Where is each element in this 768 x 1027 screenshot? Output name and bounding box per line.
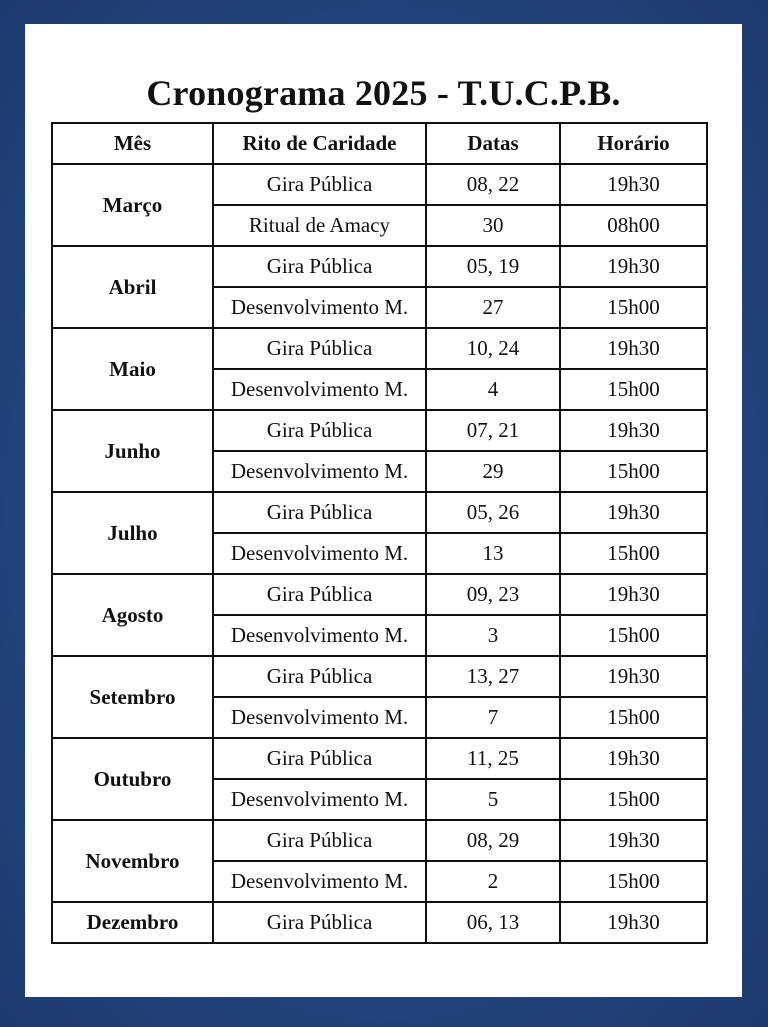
month-cell: Agosto — [52, 574, 213, 656]
rito-cell: Gira Pública — [213, 492, 426, 533]
month-cell: Dezembro — [52, 902, 213, 943]
datas-cell: 7 — [426, 697, 560, 738]
horario-cell: 19h30 — [560, 164, 707, 205]
rito-cell: Gira Pública — [213, 656, 426, 697]
rito-cell: Desenvolvimento M. — [213, 533, 426, 574]
horario-cell: 15h00 — [560, 615, 707, 656]
month-cell: Março — [52, 164, 213, 246]
datas-cell: 4 — [426, 369, 560, 410]
rito-cell: Gira Pública — [213, 164, 426, 205]
datas-cell: 2 — [426, 861, 560, 902]
rito-cell: Desenvolvimento M. — [213, 779, 426, 820]
month-cell: Junho — [52, 410, 213, 492]
schedule-body — [52, 164, 707, 943]
rito-cell: Gira Pública — [213, 246, 426, 287]
datas-cell: 05, 26 — [426, 492, 560, 533]
header-mes: Mês — [52, 123, 213, 164]
schedule-card — [25, 24, 742, 997]
rito-cell: Desenvolvimento M. — [213, 287, 426, 328]
horario-cell: 19h30 — [560, 820, 707, 861]
horario-cell: 15h00 — [560, 697, 707, 738]
table-row — [52, 328, 707, 369]
horario-cell: 19h30 — [560, 738, 707, 779]
datas-cell: 10, 24 — [426, 328, 560, 369]
horario-cell: 15h00 — [560, 287, 707, 328]
horario-cell: 19h30 — [560, 492, 707, 533]
horario-cell: 08h00 — [560, 205, 707, 246]
table-row — [52, 492, 707, 533]
header-rito: Rito de Caridade — [213, 123, 426, 164]
horario-cell: 15h00 — [560, 861, 707, 902]
datas-cell: 09, 23 — [426, 574, 560, 615]
datas-cell: 27 — [426, 287, 560, 328]
table-row — [52, 410, 707, 451]
header-horario: Horário — [560, 123, 707, 164]
table-row — [52, 902, 707, 943]
datas-cell: 05, 19 — [426, 246, 560, 287]
horario-cell: 19h30 — [560, 656, 707, 697]
rito-cell: Desenvolvimento M. — [213, 615, 426, 656]
month-cell: Abril — [52, 246, 213, 328]
horario-cell: 15h00 — [560, 533, 707, 574]
rito-cell: Gira Pública — [213, 328, 426, 369]
horario-cell: 19h30 — [560, 328, 707, 369]
horario-cell: 15h00 — [560, 451, 707, 492]
datas-cell: 5 — [426, 779, 560, 820]
table-row — [52, 246, 707, 287]
datas-cell: 08, 29 — [426, 820, 560, 861]
rito-cell: Ritual de Amacy — [213, 205, 426, 246]
rito-cell: Gira Pública — [213, 902, 426, 943]
datas-cell: 11, 25 — [426, 738, 560, 779]
datas-cell: 30 — [426, 205, 560, 246]
rito-cell: Gira Pública — [213, 820, 426, 861]
rito-cell: Gira Pública — [213, 410, 426, 451]
datas-cell: 29 — [426, 451, 560, 492]
table-row — [52, 574, 707, 615]
rito-cell: Gira Pública — [213, 738, 426, 779]
horario-cell: 19h30 — [560, 410, 707, 451]
horario-cell: 19h30 — [560, 574, 707, 615]
rito-cell: Desenvolvimento M. — [213, 369, 426, 410]
month-cell: Julho — [52, 492, 213, 574]
rito-cell: Desenvolvimento M. — [213, 697, 426, 738]
table-row — [52, 164, 707, 205]
rito-cell: Desenvolvimento M. — [213, 861, 426, 902]
month-cell: Outubro — [52, 738, 213, 820]
month-cell: Maio — [52, 328, 213, 410]
horario-cell: 19h30 — [560, 246, 707, 287]
datas-cell: 13, 27 — [426, 656, 560, 697]
table-row — [52, 820, 707, 861]
page-title: Cronograma 2025 - T.U.C.P.B. — [146, 73, 621, 113]
table-row — [52, 738, 707, 779]
datas-cell: 13 — [426, 533, 560, 574]
horario-cell: 19h30 — [560, 902, 707, 943]
datas-cell: 3 — [426, 615, 560, 656]
table-row — [52, 656, 707, 697]
datas-cell: 08, 22 — [426, 164, 560, 205]
rito-cell: Desenvolvimento M. — [213, 451, 426, 492]
horario-cell: 15h00 — [560, 369, 707, 410]
horario-cell: 15h00 — [560, 779, 707, 820]
datas-cell: 07, 21 — [426, 410, 560, 451]
month-cell: Setembro — [52, 656, 213, 738]
schedule-table — [51, 122, 708, 944]
month-cell: Novembro — [52, 820, 213, 902]
rito-cell: Gira Pública — [213, 574, 426, 615]
header-row — [52, 123, 707, 164]
header-datas: Datas — [426, 123, 560, 164]
datas-cell: 06, 13 — [426, 902, 560, 943]
